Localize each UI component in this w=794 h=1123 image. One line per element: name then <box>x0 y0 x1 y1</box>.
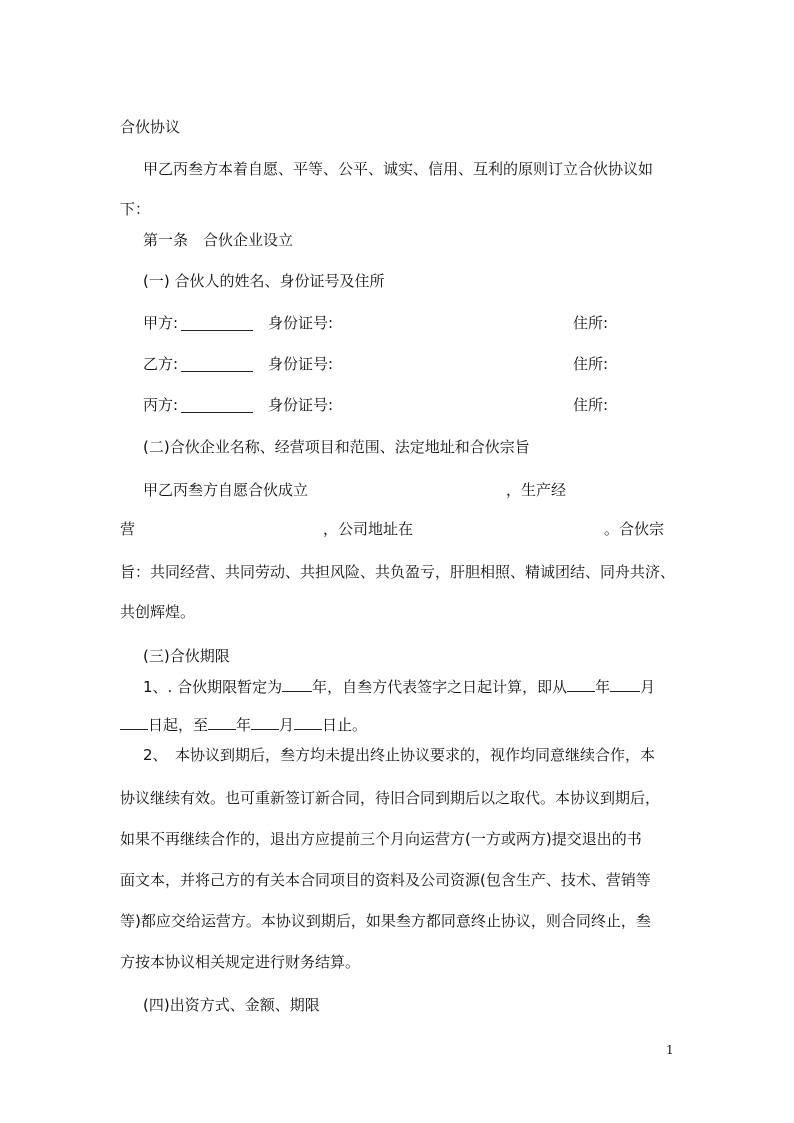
term-years-blank[interactable] <box>282 677 312 692</box>
section-2-heading: (二)合伙企业名称、经营项目和范围、法定地址和合伙宗旨 <box>143 438 530 456</box>
party-label: 甲方: <box>143 314 179 332</box>
end-month-blank[interactable] <box>251 715 279 730</box>
clause-1-line-2 <box>120 715 367 735</box>
section-4-heading: (四)出资方式、金额、期限 <box>143 996 320 1014</box>
clause-2-line: 面文本，并将己方的有关本合同项目的资料及公司资源(包含生产、技术、营销等 <box>120 871 651 889</box>
section-2-text-a: 甲乙丙叁方自愿合伙成立 <box>143 481 309 499</box>
id-label: 身份证号: <box>268 314 334 332</box>
party-label: 乙方: <box>143 355 179 373</box>
document-title: 合伙协议 <box>120 118 181 136</box>
page-number: 1 <box>666 1043 674 1057</box>
clause-2-line: 协议继续有效。也可重新签订新合同，待旧合同到期后以之取代。本协议到期后， <box>120 789 661 807</box>
clause-2-line: 如果不再继续合作的，退出方应提前三个月向运营方(一方或两方)提交退出的书 <box>120 830 642 848</box>
section-2-text-d: ，公司地址在 <box>323 520 414 538</box>
clause-1-text: 日起，至 <box>148 716 209 734</box>
address-label: 住所: <box>573 396 609 414</box>
section-3-heading: (三)合伙期限 <box>143 647 230 665</box>
clause-1-line-1 <box>143 677 655 697</box>
name-blank[interactable] <box>181 398 253 413</box>
clause-1-text: 1、. 合伙期限暂定为 <box>143 678 283 696</box>
address-label: 住所: <box>573 355 609 373</box>
end-year-blank[interactable] <box>208 715 236 730</box>
clause-1-text: 月 <box>279 716 295 734</box>
start-year-blank[interactable] <box>567 677 595 692</box>
intro-line-2: 下： <box>120 200 151 218</box>
section-2-text-c: 营 <box>120 520 136 538</box>
clause-1-text: 年 <box>595 678 611 696</box>
article-1-heading: 第一条 合伙企业设立 <box>143 231 294 249</box>
clause-1-text: 日止。 <box>322 716 368 734</box>
section-1-heading: (一) 合伙人的姓名、身份证号及住所 <box>143 272 385 290</box>
id-label: 身份证号: <box>268 396 334 414</box>
id-label: 身份证号: <box>268 355 334 373</box>
section-2-text-b: ，生产经 <box>506 481 567 499</box>
clause-2-line: 2、 本协议到期后，叁方均未提出终止协议要求的，视作均同意继续合作，本 <box>143 746 656 764</box>
name-blank[interactable] <box>181 357 253 372</box>
clause-1-text: 年 <box>236 716 252 734</box>
start-day-blank[interactable] <box>120 715 148 730</box>
section-2-purpose-line: 旨：共同经营、共同劳动、共担风险、共负盈亏，肝胆相照、精诚团结、同舟共济、 <box>120 563 676 581</box>
clause-2-line: 方按本协议相关规定进行财务结算。 <box>120 953 361 971</box>
section-2-purpose-end: 共创辉煌。 <box>120 603 196 621</box>
section-2-text-e: 。合伙宗 <box>604 520 665 538</box>
start-month-blank[interactable] <box>610 677 640 692</box>
clause-1-text: 月 <box>640 678 656 696</box>
clause-2-line: 等)都应交给运营方。本协议到期后，如果叁方都同意终止协议，则合同终止，叁 <box>120 912 651 930</box>
end-day-blank[interactable] <box>294 715 322 730</box>
name-blank[interactable] <box>181 316 253 331</box>
clause-1-text: 年，自叁方代表签字之日起计算，即从 <box>312 678 568 696</box>
party-label: 丙方: <box>143 396 179 414</box>
intro-line-1: 甲乙丙叁方本着自愿、平等、公平、诚实、信用、互利的原则订立合伙协议如 <box>143 160 654 178</box>
address-label: 住所: <box>573 314 609 332</box>
